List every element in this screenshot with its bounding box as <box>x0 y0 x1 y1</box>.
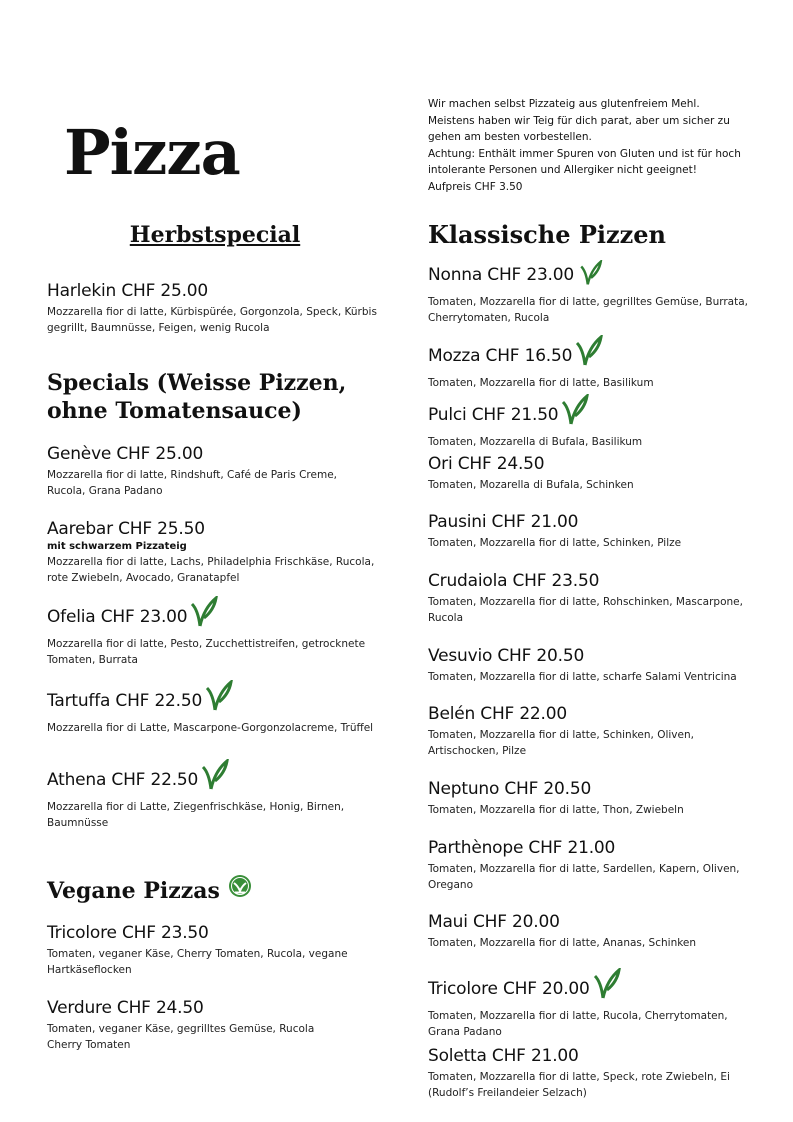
menu-item <box>428 645 778 685</box>
page-title: Pizza <box>64 116 240 189</box>
item-description: Tomaten, Mozzarella di Bufala, Basilikum <box>428 436 643 448</box>
item-name: Tricolore CHF 23.50 <box>47 923 209 943</box>
item-name: Mozza CHF 16.50 <box>428 346 573 366</box>
item-name: Belén CHF 22.00 <box>428 704 567 724</box>
menu-item <box>428 968 758 1040</box>
vegane-heading-text: Vegane Pizzas <box>47 878 220 904</box>
menu-item <box>428 778 768 818</box>
item-description: Mozzarella fior di Latte, Mascarpone-Gorgonzolacreme, Trüffel <box>47 722 374 734</box>
menu-item <box>428 570 768 626</box>
item-description: Tomaten, Mozzarella fior di latte, Schinken, Oliven, Artischocken, Pilze <box>428 729 694 757</box>
menu-item <box>428 335 768 391</box>
menu-item <box>428 260 768 326</box>
item-description: Tomaten, Mozarella di Bufala, Schinken <box>428 479 634 491</box>
specials-heading <box>47 369 346 425</box>
vegetarian-leaf-icon <box>593 968 621 1006</box>
vegane-heading <box>47 874 252 905</box>
item-description: Tomaten, Mozzarella fior di latte, Sardellen, Kapern, Oliven, Oregano <box>428 863 740 891</box>
menu-item <box>47 759 377 831</box>
menu-item <box>428 703 728 759</box>
item-description: Tomaten, Mozzarella fior di latte, Basilikum <box>428 377 654 389</box>
klassische-heading: Klassische Pizzen <box>428 220 667 249</box>
menu-item <box>428 394 768 450</box>
notice-line: intolerante Personen und Allergiker nicht geeignet! <box>428 164 697 176</box>
notice-line: Aufpreis CHF 3.50 <box>428 180 523 193</box>
vegetarian-leaf-icon <box>577 260 605 292</box>
menu-item <box>47 443 377 499</box>
item-name: Parthènope CHF 21.00 <box>428 838 616 858</box>
item-name: Athena CHF 22.50 <box>47 770 199 790</box>
item-name: Crudaiola CHF 23.50 <box>428 571 600 591</box>
item-description: Tomaten, Mozzarella fior di latte, Rohschinken, Mascarpone, Rucola <box>428 596 743 624</box>
notice-line: Meistens haben wir Teig für dich parat, aber um sicher zu <box>428 114 730 127</box>
item-description: Mozzarella fior di latte, Pesto, Zucchettistreifen, getrocknete Tomaten, Burrata <box>47 638 366 666</box>
specials-heading-line: ohne Tomatensauce) <box>47 398 302 424</box>
menu-item <box>428 1045 748 1101</box>
item-description: Mozzarella fior di latte, Rindshuft, Café de Paris Creme, Rucola, Grana Padano <box>47 469 338 497</box>
menu-item <box>428 511 768 551</box>
menu-item <box>428 911 768 951</box>
menu-item <box>47 922 377 978</box>
menu-item <box>428 453 768 493</box>
vegan-badge-icon <box>228 874 252 905</box>
item-name: Ofelia CHF 23.00 <box>47 607 188 627</box>
herbstspecial-heading: Herbstspecial <box>129 222 301 248</box>
gluten-free-notice <box>428 96 780 195</box>
menu-item <box>47 680 377 736</box>
item-note: mit schwarzem Pizzateig <box>47 541 187 552</box>
notice-line: Wir machen selbst Pizzateig aus glutenfreiem Mehl. <box>428 98 700 110</box>
item-name: Aarebar CHF 25.50 <box>47 519 205 539</box>
item-name: Verdure CHF 24.50 <box>47 998 204 1018</box>
item-name: Pulci CHF 21.50 <box>428 405 559 425</box>
specials-heading-line: Specials (Weisse Pizzen, <box>47 370 347 396</box>
menu-item <box>47 596 387 668</box>
vegetarian-leaf-icon <box>575 335 603 373</box>
item-description: Tomaten, Mozzarella fior di latte, gegrilltes Gemüse, Burrata, Cherrytomaten, Rucola <box>428 296 749 324</box>
vegetarian-leaf-icon <box>561 394 589 432</box>
item-description: Mozzarella fior di latte, Kürbispürée, Gorgonzola, Speck, Kürbis gegrillt, Baumnüsse, Feigen, wenig Rucola <box>47 306 377 334</box>
menu-item <box>47 997 337 1053</box>
item-description: Tomaten, Mozzarella fior di latte, Thon, Zwiebeln <box>428 804 684 816</box>
item-description: Tomaten, Mozzarella fior di latte, Rucola, Cherrytomaten, Grana Padano <box>428 1010 728 1038</box>
notice-line: gehen am besten vorbestellen. <box>428 131 592 143</box>
item-name: Soletta CHF 21.00 <box>428 1046 579 1066</box>
item-description: Tomaten, Mozzarella fior di latte, scharfe Salami Ventricina <box>428 671 737 683</box>
menu-item <box>428 837 773 893</box>
item-name: Genève CHF 25.00 <box>47 444 204 464</box>
item-name: Vesuvio CHF 20.50 <box>428 646 585 666</box>
vegetarian-leaf-icon <box>205 680 233 718</box>
item-name: Harlekin CHF 25.00 <box>47 281 209 301</box>
menu-item <box>47 518 377 586</box>
item-description: Tomaten, veganer Käse, gegrilltes Gemüse, Rucola Cherry Tomaten <box>47 1023 315 1051</box>
vegetarian-leaf-icon <box>190 596 218 634</box>
item-name: Nonna CHF 23.00 <box>428 265 574 285</box>
item-description: Mozzarella fior di latte, Lachs, Philadelphia Frischkäse, Rucola, rote Zwiebeln, Avocado, Granatapfel <box>47 556 375 584</box>
item-name: Tricolore CHF 20.00 <box>428 979 590 999</box>
vegetarian-leaf-icon <box>201 759 229 797</box>
menu-item <box>47 280 377 336</box>
item-name: Maui CHF 20.00 <box>428 912 560 932</box>
notice-line: Achtung: Enthält immer Spuren von Gluten und ist für hoch <box>428 147 741 160</box>
item-name: Ori CHF 24.50 <box>428 454 545 474</box>
item-description: Tomaten, Mozzarella fior di latte, Speck, rote Zwiebeln, Ei (Rudolf’s Freilandeier Selzach) <box>428 1071 730 1099</box>
item-description: Mozzarella fior di Latte, Ziegenfrischkäse, Honig, Birnen, Baumnüsse <box>47 801 345 829</box>
item-description: Tomaten, veganer Käse, Cherry Tomaten, Rucola, vegane Hartkäseflocken <box>47 948 348 976</box>
item-description: Tomaten, Mozzarella fior di latte, Ananas, Schinken <box>428 937 697 949</box>
item-name: Pausini CHF 21.00 <box>428 512 579 532</box>
item-description: Tomaten, Mozzarella fior di latte, Schinken, Pilze <box>428 537 682 549</box>
item-name: Tartuffa CHF 22.50 <box>47 691 203 711</box>
item-name: Neptuno CHF 20.50 <box>428 779 592 799</box>
